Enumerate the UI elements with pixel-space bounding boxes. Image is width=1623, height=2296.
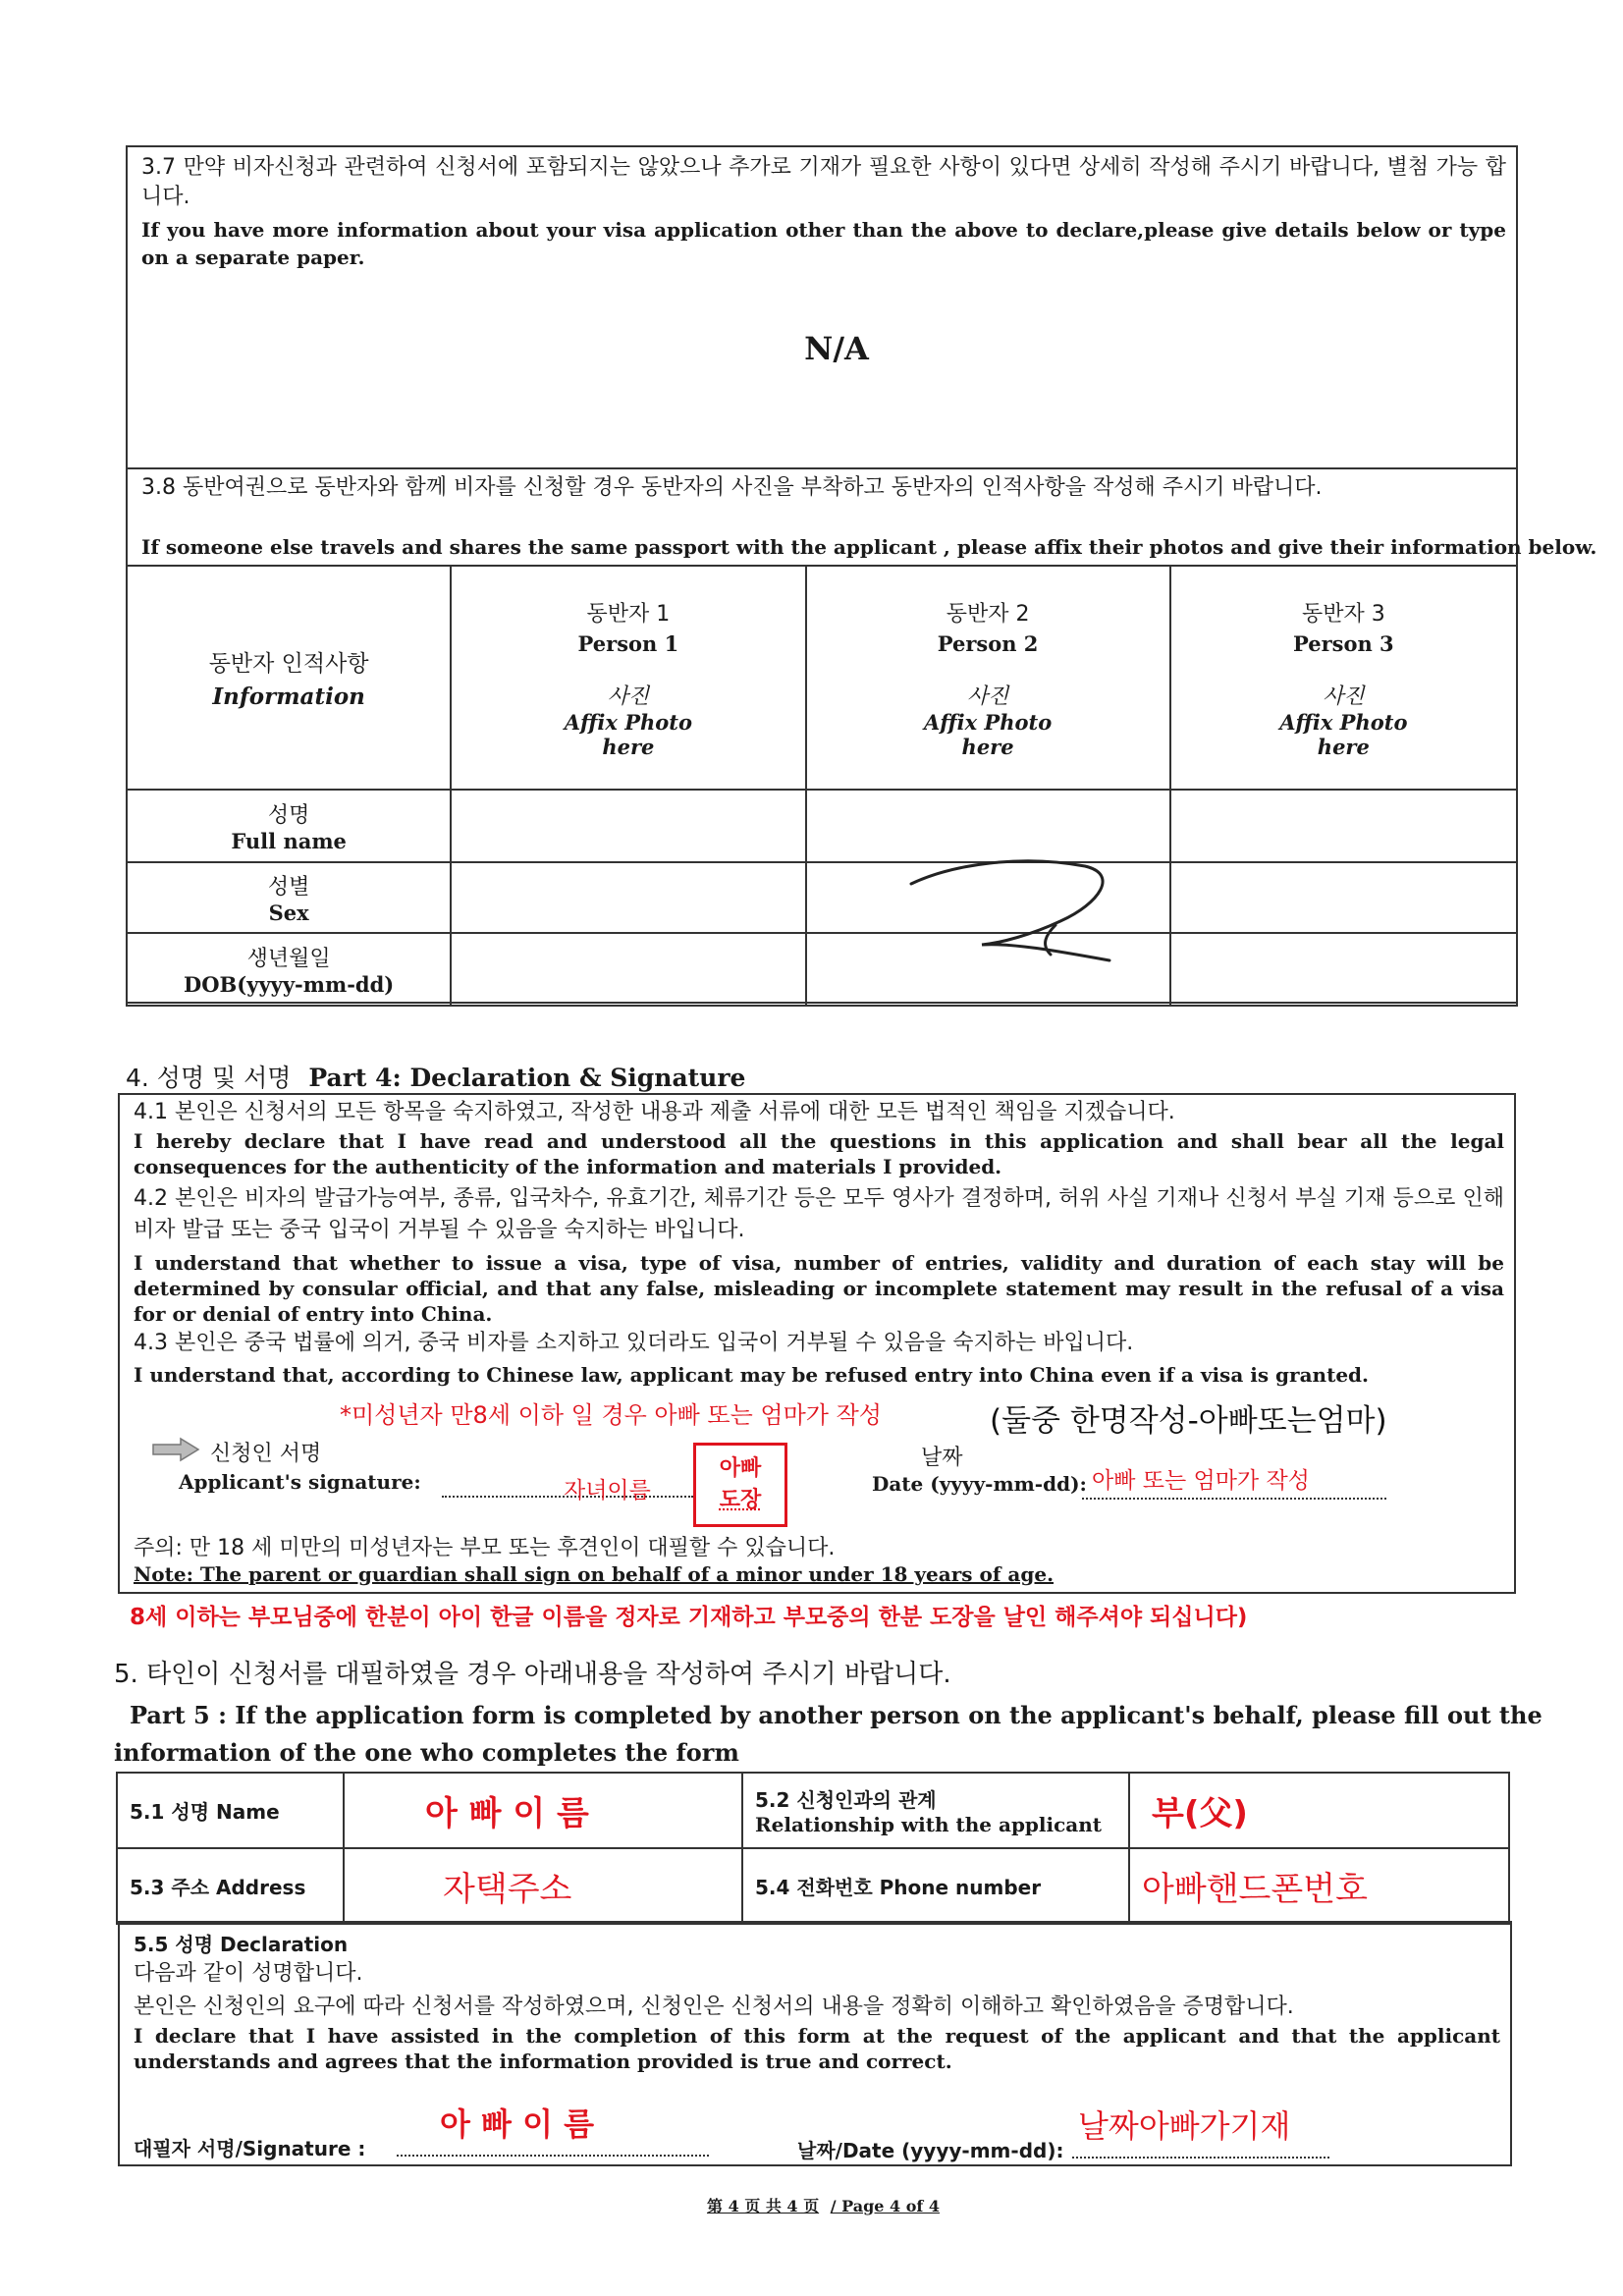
photo-2-en: Affix Photo [923,709,1053,735]
section-part-4 [118,1093,1516,1594]
person-1-photo-cell [451,566,805,790]
s37-english-text: If you have more information about your visa application other than the above to declare,please give details below or type on a separate paper. [141,218,1506,269]
proxy-signature-value: 아 빠 이 름 [440,2105,595,2143]
part5-heading-en-2: information of the one who completes the form [114,1738,739,1767]
part4-heading-ko: 4. 성명 및 서명 [126,1064,292,1092]
name-value-cell [344,1773,742,1848]
address-label-cell [117,1848,344,1924]
dob-ko: 생년월일 [246,947,331,971]
row-sex-label [127,862,451,933]
photo-1-ko: 사진 [607,683,650,709]
applicant-sig-ko: 신청인 서명 [210,1442,322,1466]
person-2-photo-cell [806,566,1170,790]
minor-note-black: (둘중 한명작성-아빠또는엄마) [990,1403,1387,1439]
s37-korean-text: 3.7 만약 비자신청과 관련하여 신청서에 포함되지는 않았으나 추가로 기재가 필요한 사항이 있다면 상세히 작성해 주시기 바랍니다, 별첨 가능 합니다. [141,155,1506,209]
companion-table [126,565,1518,1007]
relationship-label-cell [742,1773,1129,1848]
photo-3-en: Affix Photo [1279,709,1408,735]
relationship-value: 부(父) [1152,1794,1248,1833]
phone-label: 5.4 전화번호 Phone number [755,1876,1042,1899]
d43-en: I understand that, according to Chinese law, applicant may be refused entry into China even if a visa is granted. [134,1363,1369,1387]
photo-2-ko: 사진 [966,683,1009,709]
phone-label-cell [742,1848,1129,1924]
info-header-cell [127,566,451,790]
info-header-ko: 동반자 인적사항 [208,651,369,677]
date-en: Date (yyyy-mm-dd): [872,1472,1087,1496]
fullname-ko: 성명 [267,803,310,828]
person-3-en: Person 3 [1292,630,1394,656]
decl-en: I declare that I have assisted in the completion of this form at the request of the applicant and that the applicant understands and agrees that the information provided is true and correct. [134,2024,1500,2073]
d41-en: I hereby declare that I have read and understood all the questions in this application and shall bear all the legal consequences for the authenticity of the information and materials I provided. [134,1129,1504,1178]
row-dob-label [127,933,451,1006]
info-header-en: Information [212,683,365,710]
name-label-cell [117,1773,344,1848]
sex-en: Sex [268,901,309,925]
row-fullname-label [127,790,451,862]
stamp-line-1: 아빠 [719,1456,762,1481]
person-3-ko: 동반자 3 [1301,601,1385,627]
name-label: 5.1 성명 Name [130,1800,280,1824]
sex-ko: 성별 [267,875,310,900]
dob-en: DOB(yyyy-mm-dd) [184,972,395,997]
phone-value-cell [1129,1848,1509,1924]
part5-heading-en-1: Part 5 : If the application form is completed by another person on the applicant's behalf, please fill out the [130,1701,1542,1729]
proxy-signature-label: 대필자 서명/Signature : [134,2137,366,2160]
arrow-right-icon [151,1437,200,1462]
dob-cell-1 [451,933,805,1006]
stamp-line-2: 도장 [719,1488,762,1512]
fullname-cell-3 [1170,790,1517,862]
decl-ko-1: 다음과 같이 성명합니다. [134,1961,363,1986]
date-ko: 날짜 [921,1446,963,1470]
applicant-sig-en: Applicant's signature: [179,1470,421,1494]
proxy-date-value: 날짜아빠가기재 [1078,2107,1291,2145]
person-2-ko: 동반자 2 [946,601,1030,627]
section-3-7 [126,145,1518,469]
phone-value: 아빠핸드폰번호 [1142,1870,1368,1909]
person-1-ko: 동반자 1 [586,601,671,627]
part5-heading-ko: 5. 타인이 신청서를 대필하였을 경우 아래내용을 작성하여 주시기 바랍니다. [114,1660,951,1689]
person-3-photo-cell [1170,566,1517,790]
d42-en: I understand that whether to issue a visa, type of visa, number of entries, validity and duration of each stay will be determined by consular official, and that any false, misleading or incomplete statement may result in the refusal of a visa for or denial of entry into China. [134,1251,1504,1326]
person-1-en: Person 1 [577,630,679,656]
dob-cell-3 [1170,933,1517,1006]
address-label: 5.3 주소 Address [130,1876,306,1899]
sex-cell-1 [451,862,805,933]
name-value: 아 빠 이 름 [425,1794,589,1833]
photo-1-en: Affix Photo [564,709,693,735]
part4-heading-en: Part 4: Declaration & Signature [308,1064,746,1092]
relationship-value-cell [1129,1773,1509,1848]
address-value-cell [344,1848,742,1924]
bottom-red-note: 8세 이하는 부모님중에 한분이 아이 한글 이름을 정자로 기재하고 부모중의 한분 도장을 날인 해주셔야 되십니다) [130,1605,1248,1630]
part5-declaration-box [118,1921,1512,2166]
proxy-signature-line [397,2155,709,2157]
parent-stamp-box [693,1443,787,1527]
page-number-en: / Page 4 of 4 [830,2197,940,2215]
d43-ko: 4.3 본인은 중국 법률에 의거, 중국 비자를 소지하고 있더라도 입국이 거부될 수 있음을 숙지하는 바입니다. [134,1331,1134,1355]
d41-ko: 4.1 본인은 신청서의 모든 항목을 숙지하였고, 작성한 내용과 제출 서류에 대한 모든 법적인 책임을 지겠습니다. [134,1100,1175,1124]
part4-heading [126,1059,745,1094]
photo-3-here: here [1317,734,1370,759]
s38-korean-text: 3.8 동반여권으로 동반자와 함께 비자를 신청할 경우 동반자의 사진을 부착하고 동반자의 인적사항을 작성해 주시기 바랍니다. [141,475,1323,500]
strike-scribble [884,845,1119,962]
relationship-label-en: Relationship with the applicant [755,1813,1103,1836]
photo-3-ko: 사진 [1323,683,1365,709]
minor-note-red: *미성년자 만8세 이하 일 경우 아빠 또는 엄마가 작성 [340,1401,882,1429]
address-value: 자택주소 [443,1870,572,1909]
sex-cell-3 [1170,862,1517,933]
section-3-8 [126,467,1597,1004]
s38-english-text: If someone else travels and shares the same passport with the applicant , please affix their photos and give their information below. [141,535,1597,559]
fullname-en: Full name [231,829,347,853]
relationship-label-ko: 5.2 신청인과의 관계 [755,1788,937,1812]
date-value: 아빠 또는 엄마가 작성 [1092,1468,1310,1494]
d42-ko: 4.2 본인은 비자의 발급가능여부, 종류, 입국차수, 유효기간, 체류기간 등은 모두 영사가 결정하며, 허위 사실 기재나 신청서 부실 기재 등으로 인해 비자 발급 또는 중국 입국이 거부될 수 있음을 숙지하는 바입니다. [134,1186,1504,1242]
proxy-date-line [1072,2157,1329,2159]
fullname-cell-1 [451,790,805,862]
decl-title: 5.5 성명 Declaration [134,1933,349,1956]
minor-rule-ko: 주의: 만 18 세 미만의 미성년자는 부모 또는 후견인이 대필할 수 있습니다. [134,1536,836,1560]
proxy-date-label: 날짜/Date (yyyy-mm-dd): [797,2139,1064,2162]
photo-2-here: here [961,734,1014,759]
s37-answer: N/A [804,330,869,367]
minor-rule-en: Note: The parent or guardian shall sign on behalf of a minor under 18 years of age. [134,1562,1055,1586]
part5-info-table [118,1774,1512,1923]
decl-ko-2: 본인은 신청인의 요구에 따라 신청서를 작성하였으며, 신청인은 신청서의 내용을 정확히 이해하고 확인하였음을 증명합니다. [134,1995,1294,2019]
applicant-sig-value: 자녀이름 [564,1478,651,1503]
photo-1-here: here [602,734,655,759]
person-2-en: Person 2 [937,630,1039,656]
page-footer [707,2194,940,2216]
page-number-zh: 第 4 页 共 4 页 [707,2197,820,2215]
date-line [1082,1498,1386,1500]
